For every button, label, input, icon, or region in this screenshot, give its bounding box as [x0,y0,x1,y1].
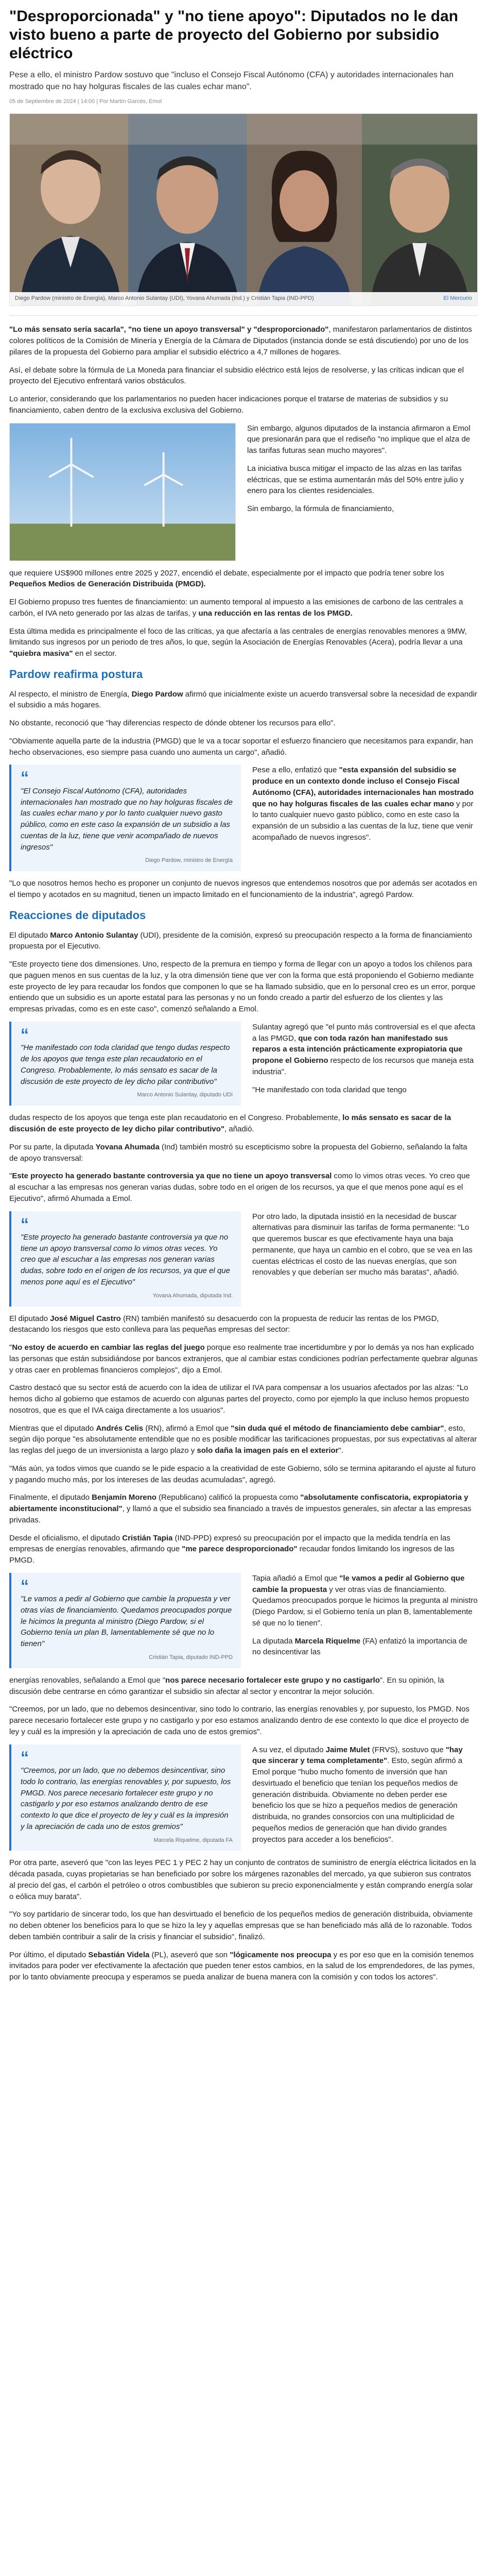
body-text: afirmó que inicialmente existe un acuerdo transversal sobre la necesidad de expandir el subsidio a más hogares. [9,689,477,710]
highlight-text: "sin duda qué el método de financiamiento debe cambiar" [231,1423,444,1433]
body-text: como lo vimos otras veces. Yo creo que al escuchar a las empresas nos generan varias dudas, sobre todo en el origen de los recursos, ya que el que menos pone aquí es el Ejecutivo", afirmó Ahumada a Emol. [9,1172,470,1203]
paragraph: Sin embargo, la fórmula de financiamiento, [247,504,394,514]
paragraph [9,568,478,590]
hero-portraits-illustration [10,114,477,306]
paragraph: "He manifestado con toda claridad que tengo [252,1085,407,1094]
quote-attribution: Marco Antonio Sulantay, diputado UDI [137,1092,233,1098]
body-text: . Esto, según afirmó a Emol porque "hubo mucho fomento de inversión que han desvirtuado el beneficio que tenían los pequeños medios de generación distribuida. Obviamente no deben perder ese beneficio los que se hizo a pequeños medios de generación distribuida, no grandes consorcios con una multiplicidad de pequeños medios de generación que han divido grandes proyectos para acceder a los beneficios". [252,1756,463,1844]
body-text: Sulantay agregó que "el punto más controversial es el que afecta a las PMGD, [252,1022,476,1043]
body-text: respecto de los recursos que maneja esta industria". [252,1056,474,1076]
highlight-text: Marco Antonio Sulantay [50,930,138,940]
highlight-text: Yovana Ahumada [95,1142,160,1151]
body-text: " [9,1343,12,1352]
paragraph: "Obviamente aquella parte de la industria (PMGD) que le va a tocar soportar el esfuerzo financiero que necesitamos para expandir, han hecho observaciones, eso siempre pasa cuando uno aumenta un cargo", añadió. [9,736,473,757]
paragraph [252,1744,478,1845]
paragraph: Lo anterior, considerando que los parlamentarios no pueden hacer indicaciones porque el tratarse de materias de subsidios y su financiamiento, caben dentro de la exclusiva exclusiva del Gobierno. [9,395,448,415]
body-text: , añadió. [224,1125,254,1133]
side-text [252,765,478,843]
side-text [247,423,478,515]
article-lead: Pese a ello, el ministro Pardow sostuvo que "incluso el Consejo Fiscal Autónomo (CFA) y autoridades internacionales han mostrado que no hay holguras fiscales de las cuales echar mano". [9,71,454,92]
quote-attribution: Cristián Tapia, diputado IND-PPD [148,1654,233,1660]
paragraph [9,1423,478,1456]
quote-row [9,1744,478,1851]
body-text: y ver otras vías de financiamiento. Quedamos preocupados porque le hicimos la pregunta al ministro (Diego Pardow, si el Gobierno tenía un plan B, lamentablemente sé que no lo tienen". [252,1585,478,1628]
highlight-text: Diego Pardow [131,689,183,699]
highlight-text: solo daña la imagen país en el exterior [197,1446,339,1455]
pull-quote [9,1211,241,1307]
body-text: El diputado [9,1314,50,1323]
quote-row [9,1022,478,1106]
hero-credit[interactable]: El Mercurio [443,295,472,302]
highlight-text: Pequeños Medios de Generación Distribuida (PMGD). [9,580,206,589]
hero-image[interactable] [9,113,478,306]
body-text: El diputado [9,930,50,940]
paragraph [9,930,478,953]
body-text: , manifestaron parlamentarios de distintos colores políticos de la Comisión de Minería y Energía de la Cámara de Diputados (instancia donde se está discutiendo) por uno de los pilares de la propuesta del Gobierno para ampliar el subsidio eléctrico a 4,7 millones de hogares. [9,325,472,357]
body-text: porque eso realmente trae incertidumbre y por lo demás ya nos han explicado las personas que están subsidiándose por bancos extranjeros, que al cambiar estas condiciones podrían perfectamente quebrar algunas y otras caer en problemas financieros complejos", dijo a Emol. [9,1343,478,1375]
paragraph: Por otra parte, aseveró que "con las leyes PEC 1 y PEC 2 hay un conjunto de contratos de suministro de energía eléctrica licitados en la década pasada, cuyas propietarias se han beneficiado por sobre los márgenes razonables del mercado, ya que subieron sus contratos al precio del gas, el carbón el petróleo o otros combustibles que subieron su precio exponencialmente y están comprando energía solar o eólica muy barata". [9,1858,476,1901]
highlight-text: "me parece desproporcionado" [182,1545,298,1554]
paragraph [252,1636,478,1658]
highlight-text: Cristián Tapia [122,1533,173,1543]
quote-mark-icon: “ [21,768,29,787]
body-text: Tapia añadió a Emol que [252,1573,340,1583]
paragraph: Por otro lado, la diputada insistió en la necesidad de buscar alternativas para disminuir las tarifas de forma permanente: "Lo que queremos buscar es que efectivamente haya una baja permanente, que haya un cambio en el cobro, que se vea en las cuentas eléctricas el costo de las nuevas energías, que son renovables y que deberían ser mucho más baratas", añadió. [252,1212,473,1277]
body-text: que requiere US$900 millones entre 2025 y 2027, encendió el debate, especialmente por el impacto que podría tener sobre los [9,568,444,578]
paragraph [9,1533,478,1566]
wind-turbines-illustration [10,423,235,561]
body-text: Mientras que el diputado [9,1423,96,1433]
body-text: ". En su opinión, la discusión debe centrarse en cómo garantizar el subsidio sin afectar al sector y encontrar la mejor solución. [9,1675,444,1696]
body-text: (UDI), presidente de la comisión, expresó su preocupación respecto a la forma de financiamiento propuesta por el Ejecutivo. [9,930,473,951]
pull-quote [9,765,241,871]
section-heading: Pardow reafirma postura [9,667,143,681]
highlight-text: "esta expansión del subsidio se produce en un contexto donde incluso el Consejo Fiscal Autónomo (CFA), autoridades internacionales han mostrado que no hay holguras fiscales de las cuales echar mano [252,766,474,808]
highlight-text: "Lo más sensato sería sacarla", "no tiene un apoyo transversal" y "desproporcionado" [9,325,329,334]
body-text: recaudar fondos limitando los ingresos de las PMGD. [9,1545,455,1565]
quote-text: "He manifestado con toda claridad que tengo dudas respecto de los apoyos que tenga este plan recaudatorio en el Congreso. Probablemente, lo más sensato es sacar de la discusión de este proyecto de ley dicho pilar contributivo" [21,1043,230,1086]
quote-text: "Este proyecto ha generado bastante controversia ya que no tiene un apoyo transversal como lo vimos otras veces. Yo creo que al escuchar a las empresas nos generan varias dudas, sobre todo en el origen de los recursos, ya que el que menos pone aquí es el Ejecutivo" [21,1232,230,1286]
paragraph: "Más aún, ya todos vimos que cuando se le pide espacio a la creatividad de este Gobierno, sólo se termina apitarando el ajuste al futuro y pagando mucho más, por los intereses de las deudas acumuladas", agregó. [9,1464,476,1484]
paragraph [9,1112,478,1135]
paragraph [9,1313,478,1336]
highlight-text: lo más sensato es sacar de la discusión de este proyecto de ley dicho pilar contributivo" [9,1113,451,1133]
highlight-text: Andrés Celis [96,1423,144,1433]
article-byline: 05 de Septiembre de 2024 | 14:00 | Por Martín Garcés, Emol [9,98,162,105]
body-text: (RN) también manifestó su desacuerdo con la propuesta de reducir las rentas de los PMGD, destacando los riesgos que esto conlleva para las pequeñas empresas del sector: [9,1314,439,1334]
body-text: ". [338,1446,343,1455]
paragraph [9,1675,478,1698]
pull-quote [9,1744,241,1851]
highlight-text: una reducción en las rentas de los PMGD. [198,608,353,618]
body-text: Al respecto, el ministro de Energía, [9,689,132,699]
article-photo[interactable] [9,423,236,561]
quote-mark-icon: “ [21,1748,29,1767]
paragraph: Castro destacó que su sector está de acuerdo con la idea de utilizar el IVA para compensar a los usuarios afectados por las alzas: "Lo hemos dicho al gobierno que estamos de acuerdo con algunas partes del proyecto, como por ejemplo la que incluso hemos propuesto nosotros, que es que el IVA caiga directamente a los usuarios". [9,1383,469,1415]
highlight-text: "lógicamente nos preocupa [230,1950,332,1959]
body-text: Desde el oficialismo, el diputado [9,1533,123,1543]
body-text: y es por eso que en la comisión tenemos invitados para poder ver efectivamente la afectación que pueden tener estos cambios, en la salud de los emprendedores, de las pymes, por lo tanto obviamente preocupa y esperamos se pueda analizar de buena manera con la comisión y con todos los actores". [9,1950,475,1982]
quote-mark-icon: “ [21,1025,29,1044]
highlight-text: "absolutamente confiscatoria, expropiatoria y abiertamente inconstitucional" [9,1493,468,1514]
highlight-text: Jaime Mulet [325,1745,370,1754]
quote-row [9,1211,478,1307]
paragraph [9,1142,478,1164]
paragraph [252,1022,478,1078]
body-text: Finalmente, el diputado [9,1493,92,1502]
highlight-text: Benjamín Moreno [92,1493,156,1502]
quote-mark-icon: “ [21,1576,29,1595]
divider [9,315,478,316]
body-text: (PL), aseveró que son [149,1950,230,1959]
paragraph [9,1171,478,1204]
paragraph: "Yo soy partidario de sincerar todo, los que han desvirtuado el beneficio de los pequeños medios de generación distribuida, obviamente no deben obtener los beneficios para lo que se hizo la ley y aquellas empresas que se han beneficiado más allá de lo razonable. Todos deben también contribuir a salir de la crisis y financiar el subsidio", finalizó. [9,1910,473,1941]
paragraph [252,1573,478,1629]
quote-text: "Creemos, por un lado, que no debemos desincentivar, sino todo lo contrario, las energías renovables y, por supuesto, los PMGD. Nos parece necesario fortalecer este grupo y no castigarlo y por eso estamos analizando dentro de ese contexto lo que dice el proyecto de ley y cuál es la impresión y la apreciación de cada uno de estos gremios" [21,1766,231,1831]
quote-mark-icon: “ [21,1214,29,1233]
paragraph [9,1342,478,1376]
paragraph: "Creemos, por un lado, que no debemos desincentivar, sino todo lo contrario, las energías renovables y, por supuesto, los PMGD. Nos parece necesario fortalecer este grupo y no castigarlo y por eso estamos analizando dentro de ese contexto lo que dice el proyecto de ley y cuál es la impresión y la apreciación de cada uno de estos gremios". [9,1705,469,1736]
paragraph: "Lo que nosotros hemos hecho es proponer un conjunto de nuevos ingresos que entendemos nosotros que por además ser acotados en el tiempo y acotados en su magnitud, tienen un impacto limitado en el funcionamiento de la industria", agregó Pardow. [9,879,477,900]
highlight-text: "le vamos a pedir al Gobierno que cambie la propuesta [252,1573,465,1594]
side-text [252,1211,478,1279]
quote-attribution: Yovana Ahumada, diputada Ind. [152,1292,233,1299]
paragraph [9,1950,478,1983]
body-text: y por lo tanto cualquier nuevo gasto público, como en este caso la expansión de un subsidio a las cuentas de la luz, tiene que venir acompañado de nuevos ingresos". [252,799,474,842]
highlight-text: que con toda razón han manifestado sus reparos a esta intención prácticamente expropiatoria que propone el Gobierno [252,1033,463,1065]
highlight-text: nos parece necesario fortalecer este grupo y no castigarlo [165,1675,380,1685]
paragraph [252,765,478,843]
body-text: dudas respecto de los apoyos que tenga este plan recaudatorio en el Congreso. Probablemente, [9,1113,343,1123]
hero-caption [10,292,477,306]
highlight-text: Sebastián Videla [88,1950,150,1959]
body-text: " [9,1172,12,1181]
body-text: Por su parte, la diputada [9,1142,96,1151]
side-text [252,1744,478,1845]
photo-text-row [9,423,478,561]
body-text: Pese a ello, enfatizó que [252,766,339,775]
highlight-text: Marcela Riquelme [294,1636,361,1646]
highlight-text: Este proyecto ha generado bastante controversia ya que no tiene un apoyo transversal [12,1172,332,1181]
paragraph [9,626,478,659]
quote-text: "El Consejo Fiscal Autónomo (CFA), autoridades internacionales han mostrado que no hay holguras fiscales de las cuales echar mano y por lo tanto cualquier nuevo gasto público, como en este caso la expansión de un subsidio a las cuentas de la luz, tiene que venir acompañado de nuevos ingresos" [21,786,233,852]
body-text: (IND-PPD) expresó su preocupación por el impacto que la medida tendría en las empresas de energías renovables, afirmando que [9,1533,450,1554]
paragraph [9,324,478,358]
paragraph [9,1492,478,1526]
paragraph [9,689,478,711]
highlight-text: José Miguel Castro [50,1314,121,1323]
quote-row [9,765,478,871]
body-text: La diputada [252,1636,295,1646]
highlight-text: No estoy de acuerdo en cambiar las reglas del juego [12,1343,205,1352]
paragraph: No obstante, reconoció que "hay diferencias respecto de dónde obtener los recursos para ello". [9,719,336,728]
paragraph: Así, el debate sobre la fórmula de La Moneda para financiar el subsidio eléctrico está lejos de resolverse, y las críticas indican que el proyecto del Ejecutivo enfrentará varios obstáculos. [9,365,464,386]
quote-attribution: Marcela Riquelme, diputada FA [153,1837,233,1843]
body-text: (Ind) también mostró su escepticismo sobre la propuesta del Gobierno, señalando la falta de apoyo transversal: [9,1142,467,1163]
body-text: en el sector. [73,649,117,658]
body-text: A su vez, el diputado [252,1745,326,1754]
quote-text: "Le vamos a pedir al Gobierno que cambie la propuesta y ver otras vías de financiamiento. Quedamos preocupados porque le hicimos la pregunta al ministro (Diego Pardow, si el Gobierno tenía un plan B, lamentablemente sé que no lo tienen" [21,1595,232,1649]
pull-quote [9,1573,241,1668]
body-text: Por último, el diputado [9,1950,89,1959]
body-text: (RN), afirmó a Emol que [143,1423,231,1433]
body-text: , esto, según dijo porque "es absolutamente entendible que no es posible modificar las tarificaciones propuestas, por sus expectativas al alterar las reglas del juego de un inversionista a largo plazo y [9,1423,477,1455]
body-text: (Republicano) calificó la propuesta como [156,1493,301,1502]
paragraph [9,597,478,619]
highlight-text: "quiebra masiva" [9,649,73,658]
side-text [252,1573,478,1658]
pull-quote [9,1022,241,1106]
paragraph: Sin embargo, algunos diputados de la instancia afirmaron a Emol que presionarán para que el rediseño "no implique que el alza de las tarifas futuras sean mucho mayores". [247,423,471,455]
highlight-text: "hay que sincerar y tema completamente" [252,1745,463,1766]
body-text: Esta última medida es principalmente el foco de las críticas, ya que afectaría a las centrales de energías renovables menores a 9MW, limitando sus ingresos por un periodo de tres años, lo que, según la Asociación de Energías Renovables (Acera), podría llevar a una [9,626,467,647]
quote-row [9,1573,478,1668]
hero-caption-text: Diego Pardow (ministro de Energía), Marco Antonio Sulantay (UDI), Yovana Ahumada (Ind.) y Cristián Tapia (IND-PPD) [15,295,314,302]
paragraph: "Este proyecto tiene dos dimensiones. Uno, respecto de la premura en tiempo y forma de llegar con un apoyo a todos los chilenos para que paguen menos en sus cuentas de la luz, y la otra dimensión tiene que ver con la forma que está proponiendo el Gobierno mediante este proyecto de ley para recaudar los fondos que componen lo que se ha llamado subsidio, que en lo personal creo es un error, porque entiendo que un subsidio es un aporte estatal para las personas y no un fondo creado a partir del esfuerzo de los clientes y las empresas privadas, como es en este caso", comenzó señalando a Emol. [9,960,476,1014]
body-text: El Gobierno propuso tres fuentes de financiamiento: un aumento temporal al impuesto a las emisiones de carbono de las centrales a carbón, el IVA neto generado por las alzas de tarifas, y [9,598,463,618]
body-text: (FRVS), sostuvo que [370,1745,446,1754]
quote-attribution: Diego Pardow, ministro de Energía [145,857,233,864]
body-text: energías renovables, señalando a Emol que " [9,1675,166,1685]
paragraph: La iniciativa busca mitigar el impacto de las alzas en las tarifas eléctricas, que se estima aumentarán más del 50% entre julio y enero para los clientes residenciales. [247,464,464,496]
article-title: "Desproporcionada" y "no tiene apoyo": Diputados no le dan visto bueno a parte de proyecto del Gobierno por subsidio eléctrico [9,8,458,62]
body-text: , y llamó a que el subsidio sea financiado a través de impuestos generales, sin afectar a las empresas privadas. [9,1504,472,1524]
body-text: (FA) enfatizó la importancia de no desincentivar las [252,1636,467,1657]
side-text [252,1022,478,1096]
section-heading: Reacciones de diputados [9,908,146,922]
